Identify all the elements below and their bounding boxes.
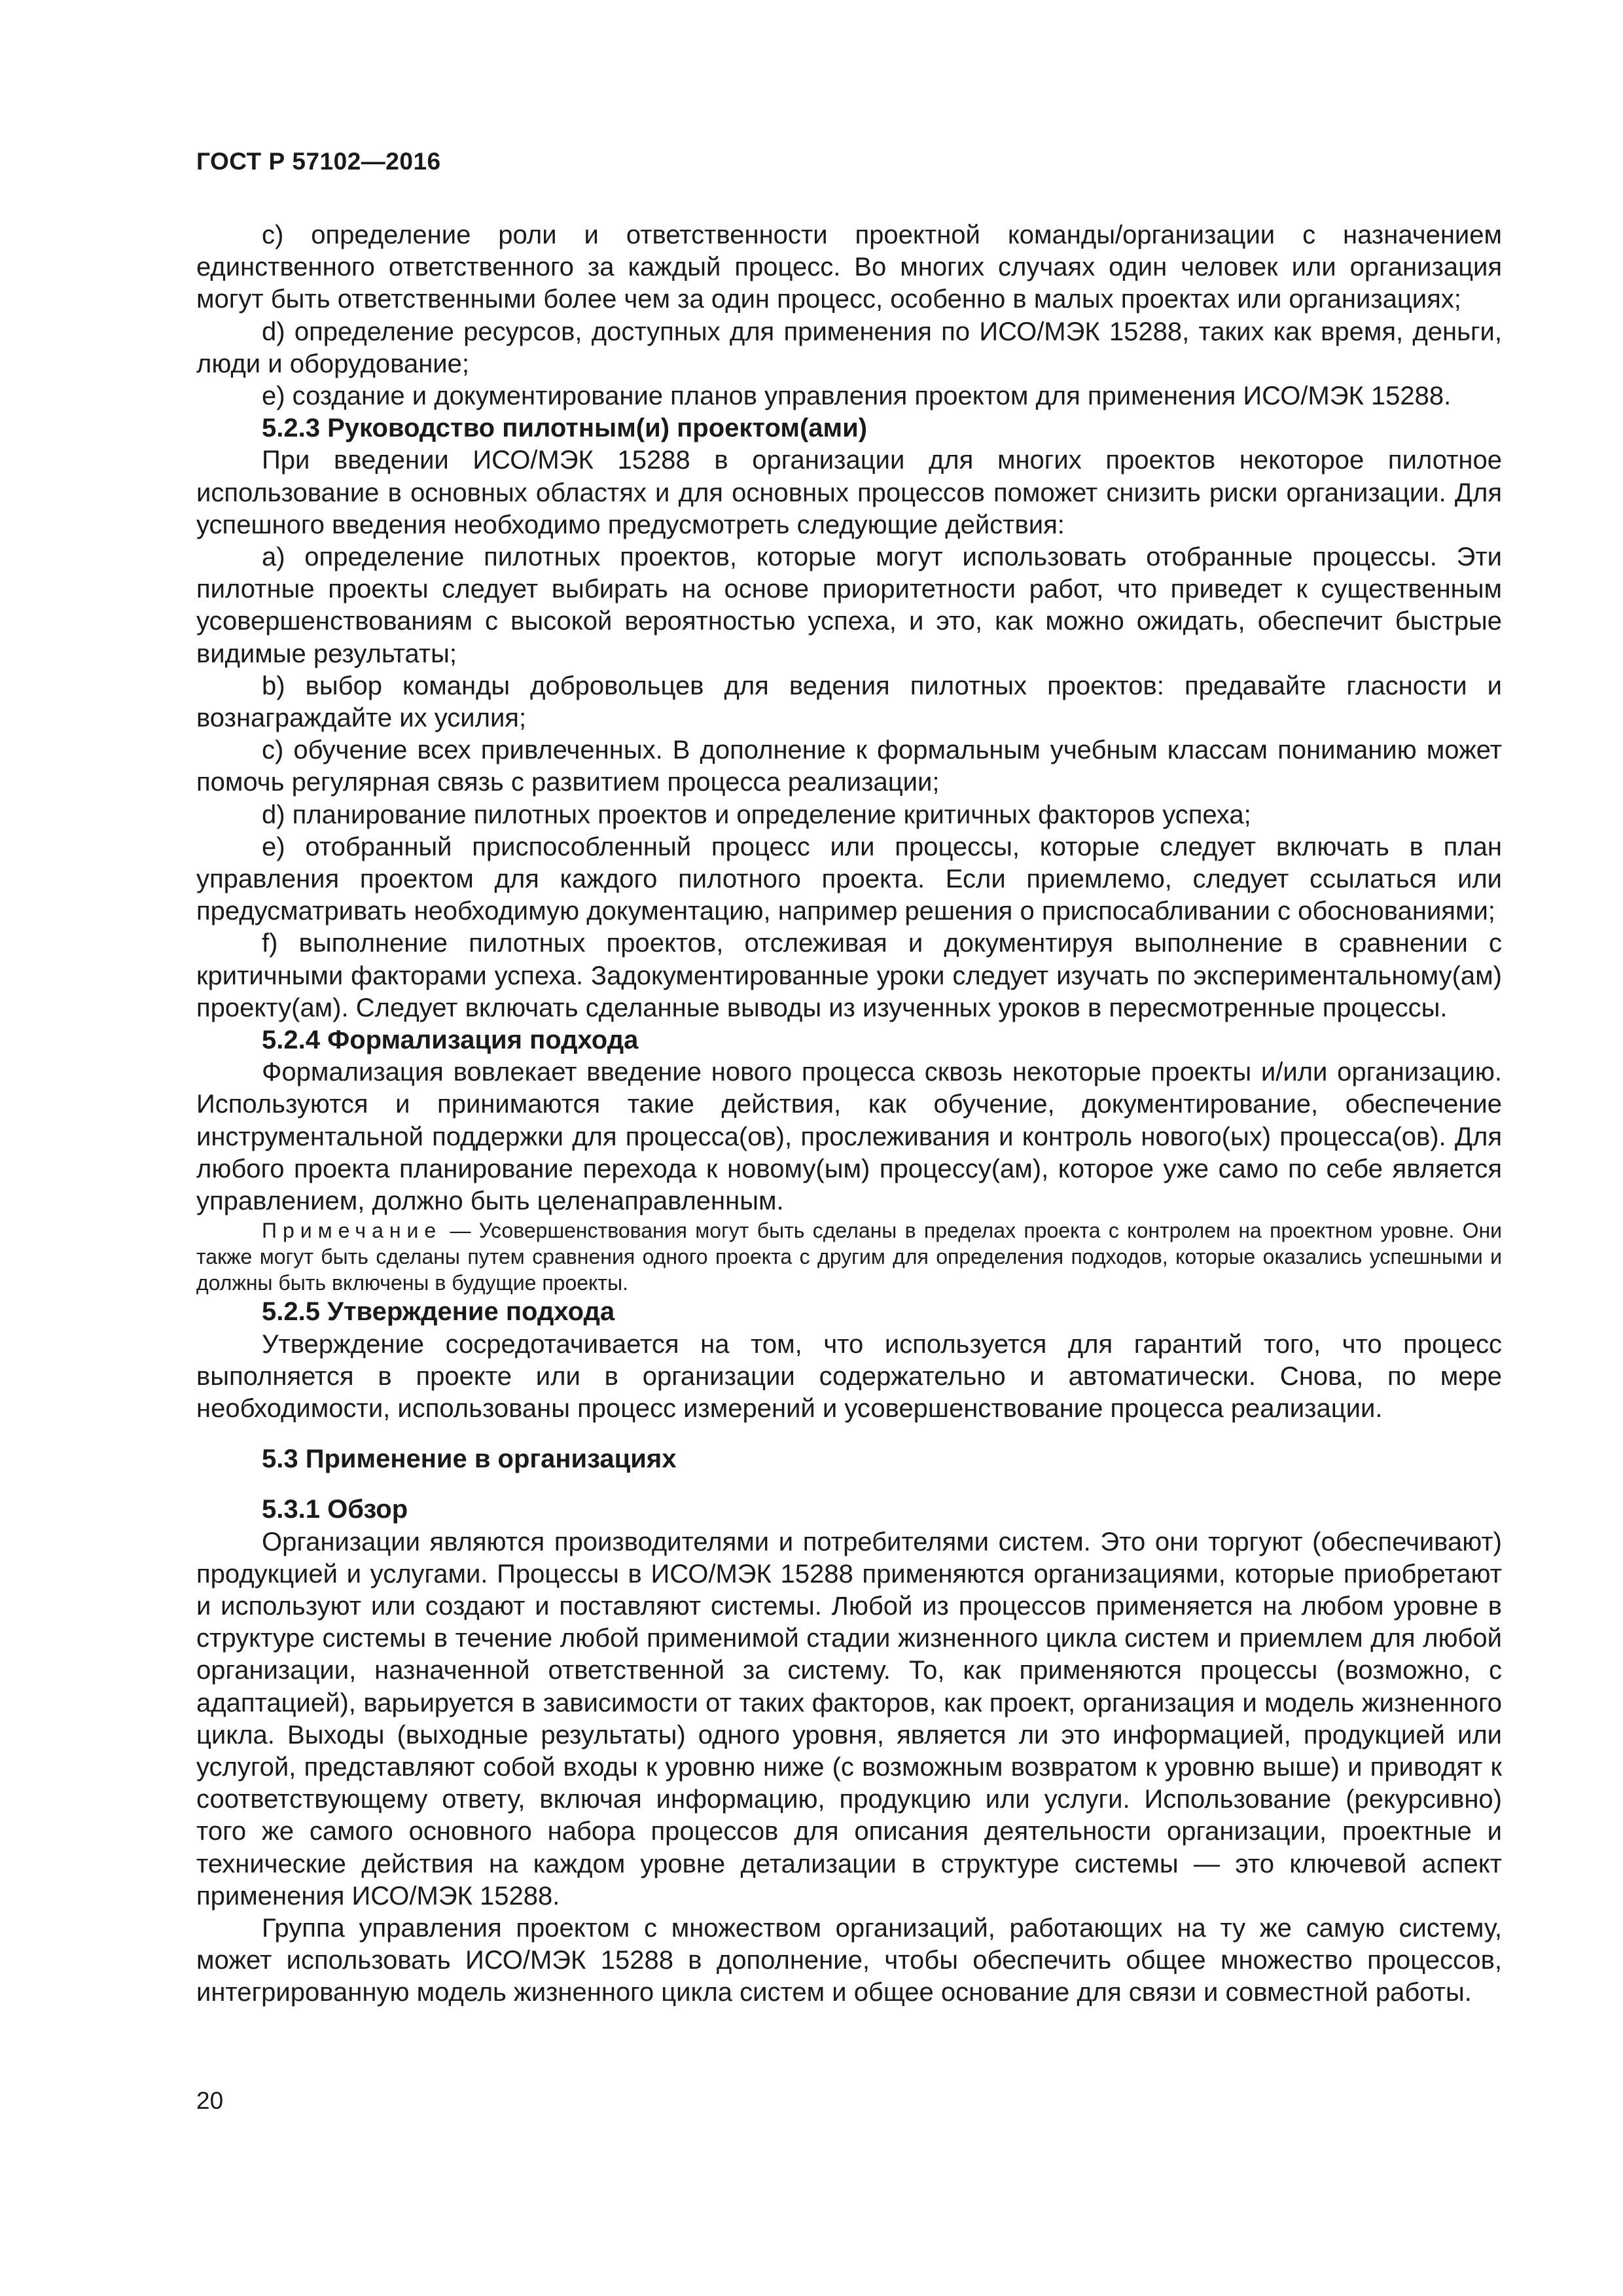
note	[196, 1217, 1502, 1296]
list-item-d: d) определение ресурсов, доступных для применения по ИСО/МЭК 15288, таких как время, деньги, люди и оборудование;	[196, 317, 1502, 378]
standard-header: ГОСТ Р 57102—2016	[196, 148, 441, 175]
list-item-f: f) выполнение пилотных проектов, отслеживая и документируя выполнение в сравнении с критичными факторами успеха. Задокументированные уроки следует изучать по экспериментальному(ам) проекту(ам). Следует включать сделанные выводы из изученных уроков в пересмотренные процессы.	[196, 929, 1502, 1022]
list-item-e: e) создание и документирование планов управления проектом для применения ИСО/МЭК 15288.	[262, 382, 1452, 411]
page-body	[196, 219, 1502, 2009]
paragraph: При введении ИСО/МЭК 15288 в организации для многих проектов некоторое пилотное использование в основных областях и для основных процессов поможет снизить риски организации. Для успешного введения необходимо предусмотреть следующие действия:	[196, 446, 1502, 539]
section-heading-5-2-5: 5.2.5 Утверждение подхода	[262, 1297, 615, 1327]
page-number: 20	[196, 2087, 224, 2114]
paragraph: Группа управления проектом с множеством организаций, работающих на ту же самую систему, может использовать ИСО/МЭК 15288 в дополнение, чтобы обеспечить общее множество процессов, интегрированную модель жизненного цикла систем и общее основание для связи и совместной работы.	[196, 1913, 1502, 2007]
list-item-d: d) планирование пилотных проектов и определение критичных факторов успеха;	[262, 800, 1251, 829]
section-heading-5-3: 5.3 Применение в организациях	[262, 1444, 677, 1474]
note-text: — Усовершенствования могут быть сделаны в пределах проекта с контролем на проектном уровне. Они также могут быть сделаны путем сравнения одного проекта с другим для определения подходов, которые оказались успешными и должны быть включены в будущие проекты.	[196, 1219, 1502, 1295]
section-heading-5-2-3: 5.2.3 Руководство пилотным(и) проектом(ами)	[262, 414, 868, 443]
section-heading-5-3-1: 5.3.1 Обзор	[262, 1495, 408, 1524]
list-item-a: a) определение пилотных проектов, которые могут использовать отобранные процессы. Эти пилотные проекты следует выбирать на основе приоритетности работ, что приведет к существенным усовершенствованиям с высокой вероятностью успеха, и это, как можно ожидать, обеспечит быстрые видимые результаты;	[196, 543, 1502, 668]
note-label: Примечание	[262, 1219, 442, 1243]
list-item-c: c) определение роли и ответственности проектной команды/организации с назначением единственного ответственного за каждый процесс. Во многих случаях один человек или организация могут быть ответственными более чем за один процесс, особенно в малых проектах или организациях;	[196, 221, 1502, 314]
list-item-c: c) обучение всех привлеченных. В дополнение к формальным учебным классам пониманию может помочь регулярная связь с развитием процесса реализации;	[196, 736, 1502, 797]
paragraph: Утверждение сосредотачивается на том, что используется для гарантий того, что процесс выполняется в проекте или в организации содержательно и автоматически. Снова, по мере необходимости, использованы процесс измерений и усовершенствование процесса реализации.	[196, 1329, 1502, 1423]
paragraph: Организации являются производителями и потребителями систем. Это они торгуют (обеспечивают) продукцией и услугами. Процессы в ИСО/МЭК 15288 применяются организациями, которые приобретают и используют или создают и поставляют системы. Любой из процессов применяется на любом уровне в структуре системы в течение любой применимой стадии жизненного цикла систем и приемлем для любой организации, назначенной ответственной за систему. То, как применяются процессы (возможно, с адаптацией), варьируется в зависимости от таких факторов, как проект, организация и модель жизненного цикла. Выходы (выходные результаты) одного уровня, является ли это информацией, продукцией или услугой, представляют собой входы к уровню ниже (с возможным возвратом к уровню выше) и приводят к соответствующему ответу, включая информацию, продукцию или услуги. Использование (рекурсивно) того же самого основного набора процессов для описания деятельности организации, проектные и технические действия на каждом уровне детализации в структуре системы — это ключевой аспект применения ИСО/МЭК 15288.	[196, 1527, 1502, 1910]
list-item-e: e) отобранный приспособленный процесс или процессы, которые следует включать в план управления проектом для каждого пилотного проекта. Если приемлемо, следует ссылаться или предусматривать необходимую документацию, например решения о приспосабливании с обоснованиями;	[196, 832, 1502, 926]
section-heading-5-2-4: 5.2.4 Формализация подхода	[262, 1026, 639, 1055]
paragraph: Формализация вовлекает введение нового процесса сквозь некоторые проекты и/или организацию. Используются и принимаются такие действия, как обучение, документирование, обеспечение инструментальной поддержки для процесса(ов), прослеживания и контроль нового(ых) процесса(ов). Для любого проекта планирование перехода к новому(ым) процессу(ам), которое уже само по себе является управлением, должно быть целенаправленным.	[196, 1058, 1502, 1216]
list-item-b: b) выбор команды добровольцев для ведения пилотных проектов: предавайте гласности и вознаграждайте их усилия;	[196, 671, 1502, 733]
